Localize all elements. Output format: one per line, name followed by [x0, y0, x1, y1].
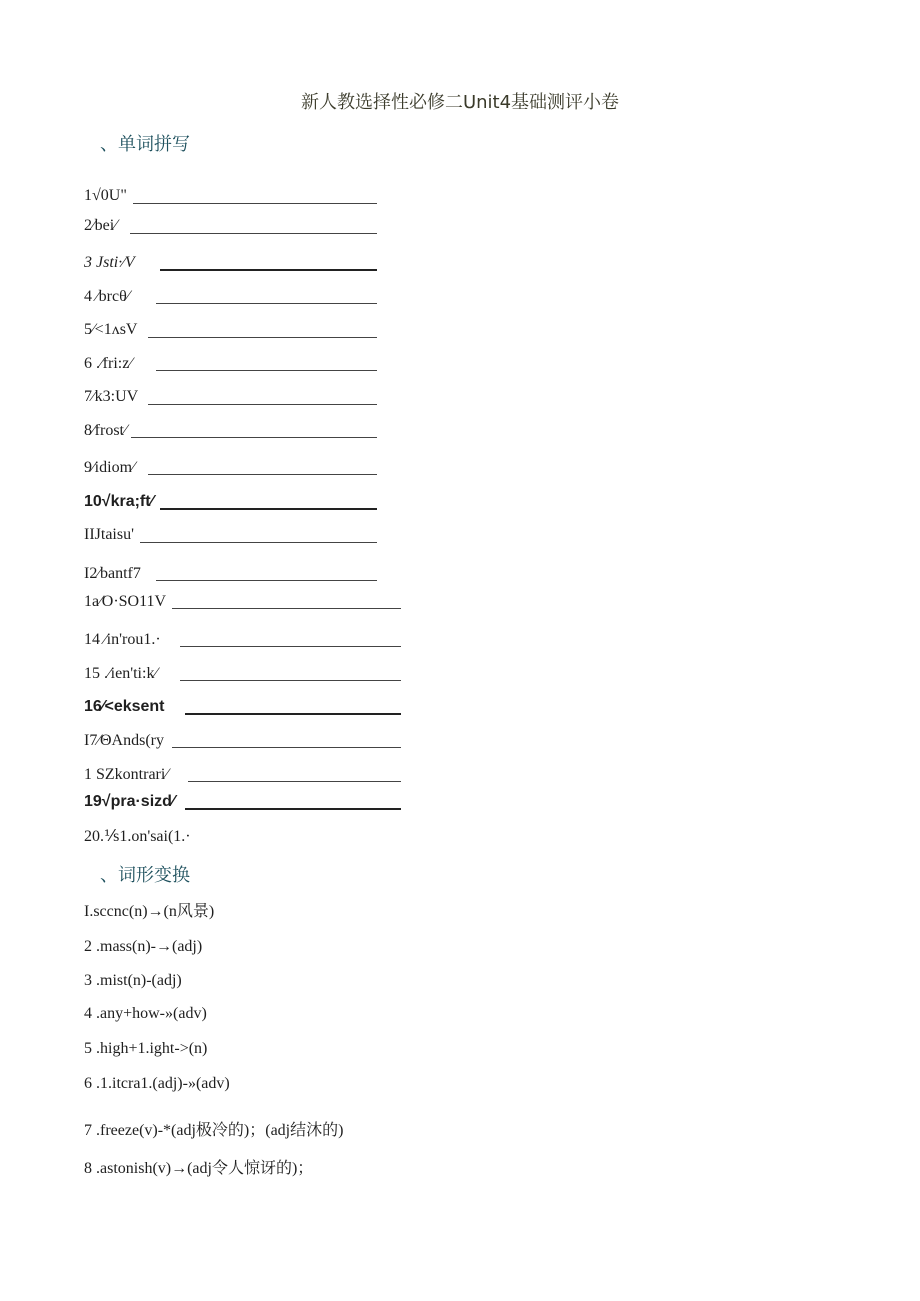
- answer-line-2[interactable]: [130, 233, 377, 234]
- spelling-item-18: 1 SZkontrari∕: [84, 766, 168, 783]
- spelling-item-17: I7∕ΘAnds(ry: [84, 732, 164, 749]
- answer-line-11[interactable]: [140, 542, 377, 543]
- answer-line-8[interactable]: [131, 437, 377, 438]
- answer-line-13[interactable]: [172, 608, 401, 609]
- page-title: 新人教选择性必修二Unit4基础测评小卷: [300, 92, 620, 113]
- answer-line-1[interactable]: [133, 203, 377, 204]
- spelling-item-2: 2∕bei∕: [84, 217, 117, 234]
- conversion-item-2: 2 .mass(n)-→(adj): [84, 938, 203, 955]
- section-heading-spelling: 、单词拼写: [100, 134, 190, 155]
- answer-line-16[interactable]: [185, 713, 401, 715]
- answer-line-5[interactable]: [148, 337, 377, 338]
- spelling-item-4: 4 ∕brcθ∕: [84, 288, 130, 305]
- answer-line-9[interactable]: [148, 474, 377, 475]
- spelling-item-7: 7∕k3:UV: [84, 388, 139, 405]
- spelling-item-5: 5∕<1ʌsV: [84, 321, 138, 338]
- answer-line-14[interactable]: [180, 646, 401, 647]
- spelling-item-10: 10√kra;ft∕: [84, 493, 154, 510]
- conversion-item-5: 5 .high+1.ight->(n): [84, 1040, 208, 1057]
- spelling-item-13: 1a∕O·SO11V: [84, 593, 167, 610]
- spelling-item-19: 19√pra·sizd∕: [84, 793, 175, 810]
- answer-line-12[interactable]: [156, 580, 377, 581]
- spelling-item-20: 20.⅟s1.on'sai(1.·: [84, 828, 191, 845]
- answer-line-19[interactable]: [185, 808, 401, 810]
- answer-line-10[interactable]: [160, 508, 377, 510]
- spelling-item-16: 16∕<eksent: [84, 698, 165, 715]
- answer-line-6[interactable]: [156, 370, 377, 371]
- answer-line-4[interactable]: [156, 303, 377, 304]
- spelling-item-12: I2∕bantf7: [84, 565, 141, 582]
- conversion-item-8: 8 .astonish(v)→(adj令人惊讶的)；: [84, 1160, 314, 1177]
- answer-line-18[interactable]: [188, 781, 401, 782]
- spelling-item-6: 6 .∕fri:z∕: [84, 355, 132, 372]
- spelling-item-3: 3 Jsti·∕V: [84, 254, 135, 271]
- conversion-item-6: 6 .1.itcra1.(adj)-»(adv): [84, 1075, 230, 1092]
- answer-line-3[interactable]: [160, 269, 377, 271]
- spelling-item-8: 8∕frost∕: [84, 422, 127, 439]
- spelling-item-1: 1√0U": [84, 187, 127, 204]
- spelling-item-9: 9∕idiom∕: [84, 459, 135, 476]
- conversion-item-4: 4 .any+how-»(adv): [84, 1005, 207, 1022]
- spelling-item-15: 15 .∕ien'ti:k∕: [84, 665, 158, 682]
- conversion-item-1: I.sccnc(n)→(n风景): [84, 903, 215, 920]
- section-heading-conversion: 、词形变换: [100, 865, 190, 886]
- conversion-item-7: 7 .freeze(v)-*(adj极冷的)；(adj结沐的): [84, 1122, 344, 1139]
- answer-line-7[interactable]: [148, 404, 377, 405]
- spelling-item-11: IIJtaisu': [84, 526, 134, 543]
- answer-line-17[interactable]: [172, 747, 401, 748]
- answer-line-15[interactable]: [180, 680, 401, 681]
- conversion-item-3: 3 .mist(n)-(adj): [84, 972, 182, 989]
- spelling-item-14: 14 ∕in'rou1.·: [84, 631, 161, 648]
